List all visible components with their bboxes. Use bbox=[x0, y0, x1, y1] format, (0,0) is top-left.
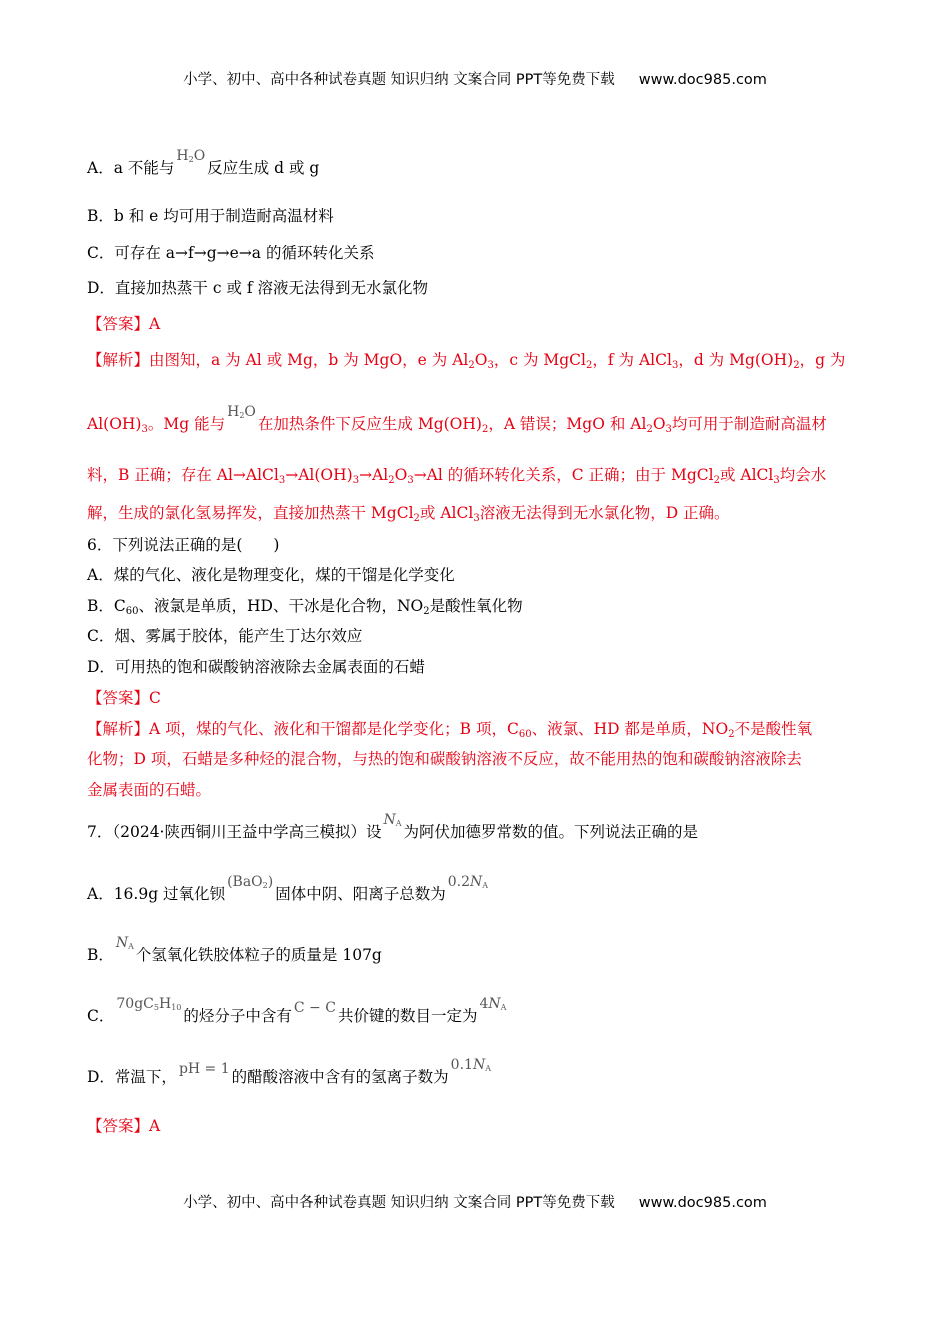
q5-answer: 【答案】A bbox=[87, 315, 161, 333]
q6-explanation-line-1: 【解析】A 项，煤的气化、液化和干馏都是化学变化；B 项，$C_{60}$、液氯、HD 都是单质，$NO_2$不是酸性氧 bbox=[87, 720, 813, 740]
q6-stem: 6．下列说法正确的是( ) bbox=[87, 536, 280, 554]
q7-option-c: C．$70gC_5H_{10}$ 的烃分子中含有 C − C 共价键的数目一定为$4N_A$ bbox=[87, 996, 507, 1025]
q5-explanation-line-2: $Al(OH)_3$。Mg 能与$H_2O$在加热条件下反应生成 $Mg(OH)_2$，A 错误；MgO 和 $Al_2O_3$均可用于制造耐高温材 bbox=[87, 404, 827, 435]
q5-explanation-line-4: 解，生成的氯化氢易挥发，直接加热蒸干 MgCl$_2$或 AlCl$_3$溶液无法得到无水氯化物，D 正确。 bbox=[87, 504, 730, 524]
explanation-label: 【解析】 bbox=[87, 351, 150, 369]
q5-option-a: A．a 不能与$H_2O$反应生成 d 或 g bbox=[87, 148, 320, 177]
q5-option-c: C．可存在 a→f→g→e→a 的循环转化关系 bbox=[87, 244, 375, 262]
q5-explanation-line-3: 料，B 正确；存在 $Al\to AlCl_3\to Al(OH)_3\to Al_2O_3\to Al$ 的循环转化关系，C 正确；由于 MgCl$_2$或 AlCl$_3$均会水 bbox=[87, 466, 827, 486]
q7-option-b: B．$N_A$ 个氢氧化铁胶体粒子的质量是 107g bbox=[87, 935, 382, 964]
q6-option-a: A．煤的气化、液化是物理变化，煤的干馏是化学变化 bbox=[87, 566, 455, 584]
formula-h2o: $H_2O$ bbox=[176, 148, 206, 164]
q7-option-d: D．常温下， pH = 1 的醋酸溶液中含有的氢离子数为$0.1N_A$ bbox=[87, 1057, 491, 1086]
explanation-label: 【解析】 bbox=[87, 720, 150, 738]
formula-na: $N_A$ bbox=[383, 812, 402, 828]
formula-h2o: $H_2O$ bbox=[227, 404, 256, 420]
q6-option-c: C．烟、雾属于胶体，能产生丁达尔效应 bbox=[87, 627, 363, 645]
formula-c-c-bond: C − C bbox=[293, 1000, 336, 1016]
footer-site: www.doc985.com bbox=[638, 1195, 767, 1211]
formula-na: $N_A$ bbox=[115, 935, 134, 951]
q5-option-d: D．直接加热蒸干 c 或 f 溶液无法得到无水氯化物 bbox=[87, 279, 429, 297]
q6-explanation-line-3: 金属表面的石蜡。 bbox=[87, 781, 212, 799]
q7-stem: 7．（2024·陕西铜川王益中学高三模拟）设$N_A$ 为阿伏加德罗常数的值。下列说法正确的是 bbox=[87, 812, 699, 841]
formula-bao2: (BaO$_2$) bbox=[227, 874, 274, 890]
q7-option-a: A．16.9g 过氧化钡(BaO$_2$)固体中阴、阳离子总数为$0.2N_A$ bbox=[87, 874, 489, 903]
formula-4na: $4N_A$ bbox=[479, 996, 507, 1012]
formula-ph: pH = 1 bbox=[178, 1061, 230, 1077]
q6-explanation-line-2: 化物；D 项，石蜡是多种烃的混合物，与热的饱和碳酸钠溶液不反应，故不能用热的饱和碳酸钠溶液除去 bbox=[87, 750, 802, 768]
q7-answer: 【答案】A bbox=[87, 1117, 161, 1135]
q5-option-b: B．b 和 e 均可用于制造耐高温材料 bbox=[87, 207, 334, 225]
formula-0.2na: $0.2N_A$ bbox=[447, 874, 489, 890]
formula-0.1na: $0.1N_A$ bbox=[450, 1057, 491, 1073]
page-footer bbox=[0, 1191, 950, 1212]
q5-explanation-line-1: 【解析】由图知，a 为 Al 或 Mg，b 为 MgO，e 为 $Al_2O_3$，c 为 MgCl$_2$，f 为 AlCl$_3$，d 为 $Mg(OH)_2$，g 为 bbox=[87, 351, 846, 371]
q6-option-b: B．$C_{60}$、液氯是单质，HD、干冰是化合物，$NO_2$是酸性氧化物 bbox=[87, 597, 523, 617]
page-header bbox=[0, 68, 950, 89]
footer-slogan: 小学、初中、高中各种试卷真题 知识归纳 文案合同 PPT等免费下载 bbox=[183, 1195, 615, 1211]
header-slogan: 小学、初中、高中各种试卷真题 知识归纳 文案合同 PPT等免费下载 bbox=[183, 72, 615, 88]
q6-option-d: D．可用热的饱和碳酸钠溶液除去金属表面的石蜡 bbox=[87, 658, 425, 676]
formula-c5h10: $70gC_5H_{10}$ bbox=[116, 996, 182, 1012]
header-site: www.doc985.com bbox=[638, 72, 767, 88]
q6-answer: 【答案】C bbox=[87, 689, 161, 707]
